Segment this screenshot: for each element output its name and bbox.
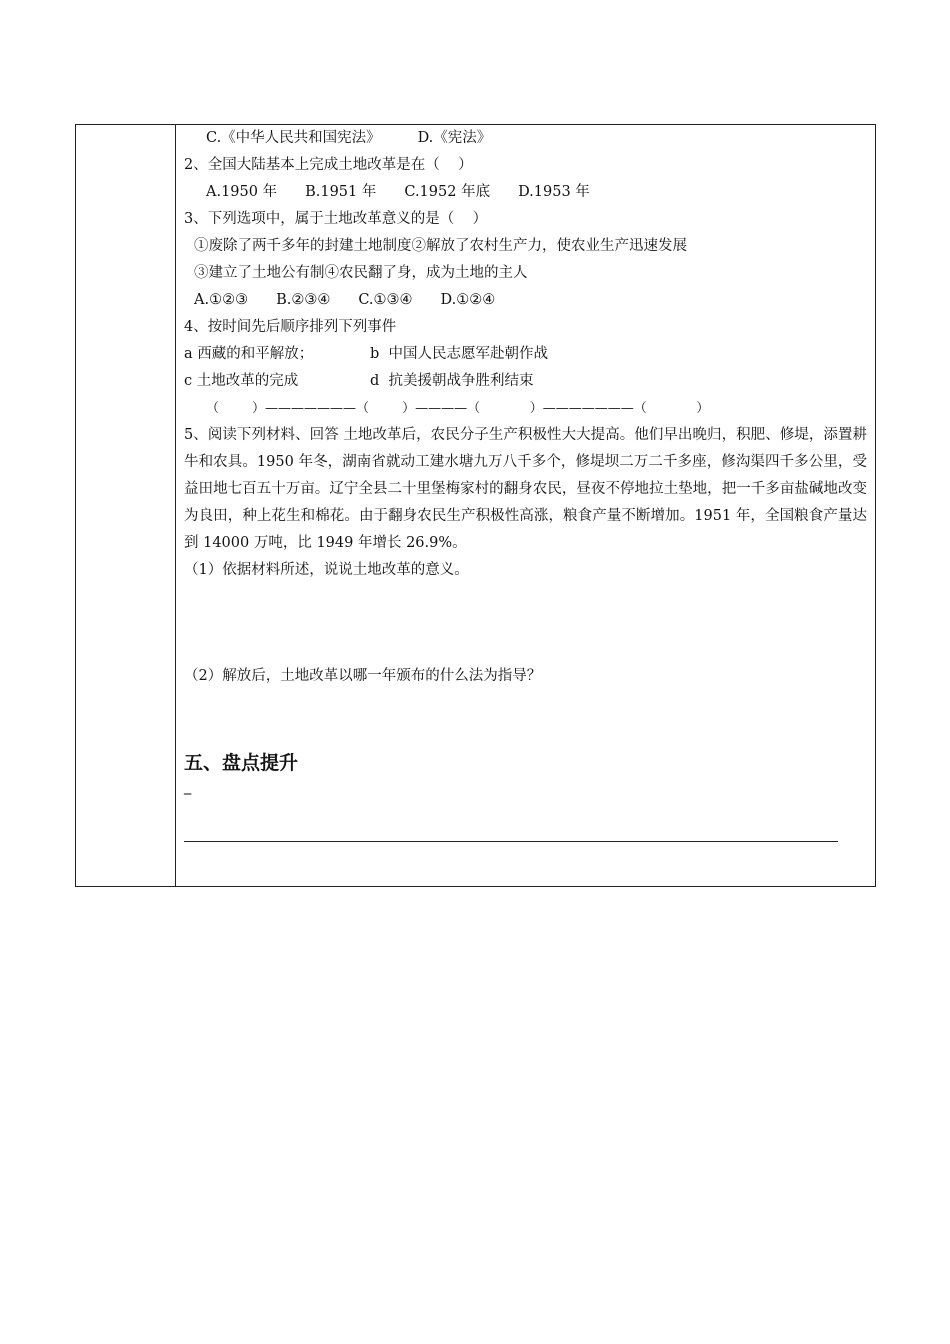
q5-passage: 5、阅读下列材料、回答 土地改革后，农民分子生产积极性大大提高。他们早出晚归，积肥、修堤，添置耕牛和农具。1950 年冬，湖南省就动工建水塘九万八千多个，修堤坝二万二千多座，修沟渠四千多公里，受益田地七百五十万亩。辽宁全县二十里堡梅家村的翻身农民，昼夜不停地拉土垫地，把一千多亩盐碱地改变为良田，种上花生和棉花。由于翻身农民生产积极性高涨，粮食产量不断增加。1951 年，全国粮食产量达到 14000 万吨，比 1949 年增长 26.9%。 — [184, 427, 867, 551]
q4-answer-template: （ ）———————（ ）————（ ）———————（ ） — [206, 401, 710, 416]
q3-statement-1: ①废除了两千多年的封建土地制度②解放了农村生产力，使农业生产迅速发展 — [194, 238, 687, 254]
q5-answer-space-1[interactable] — [184, 584, 867, 663]
q2-option-c: C.1952 年底 — [404, 184, 491, 200]
q5-answer-space-2[interactable] — [184, 690, 867, 734]
q4-event-a: a 西藏的和平解放； — [184, 346, 314, 362]
q3-option-b: B.②③④ — [276, 292, 331, 308]
q1-options-line — [184, 125, 867, 152]
q2-option-a: A.1950 年 — [206, 184, 278, 200]
question-content-cell — [184, 125, 867, 886]
q4-events-row-2 — [184, 368, 867, 395]
q3-option-c: C.①③④ — [358, 292, 413, 308]
q1-option-d: D.《宪法》 — [417, 130, 492, 146]
q4-event-c: c 土地改革的完成 — [184, 373, 299, 389]
left-label-column — [76, 125, 176, 886]
q3-statement-2: ③建立了土地公有制④农民翻了身，成为土地的主人 — [194, 265, 528, 281]
worksheet-table — [75, 124, 876, 887]
section-dash-mark: _ — [184, 779, 192, 795]
q2-option-b: B.1951 年 — [305, 184, 377, 200]
q5-sub-question-2: （2）解放后，土地改革以哪一年颁布的什么法为指导？ — [184, 668, 542, 684]
q4-stem: 4、按时间先后顺序排列下列事件 — [184, 319, 397, 335]
q3-stem: 3、下列选项中，属于土地改革意义的是（ ） — [184, 211, 488, 227]
q4-event-b: b 中国人民志愿军赴朝作战 — [370, 346, 548, 362]
section-heading: 五、盘点提升 — [184, 752, 299, 774]
q1-option-c: C.《中华人民共和国宪法》 — [206, 130, 381, 146]
q3-option-d: D.①②④ — [440, 292, 496, 308]
q4-events-row-1 — [184, 341, 867, 368]
q4-event-d: d 抗美援朝战争胜利结束 — [370, 373, 534, 389]
q5-sub-question-1: （1）依据材料所述，说说土地改革的意义。 — [184, 562, 469, 578]
q2-stem: 2、全国大陆基本上完成土地改革是在（ ） — [184, 157, 473, 173]
writing-line-1[interactable] — [184, 841, 838, 842]
q3-options — [184, 287, 867, 314]
q2-options — [184, 179, 867, 206]
q3-option-a: A.①②③ — [194, 292, 249, 308]
q2-option-d: D.1953 年 — [518, 184, 590, 200]
writing-line-2[interactable] — [184, 886, 792, 887]
